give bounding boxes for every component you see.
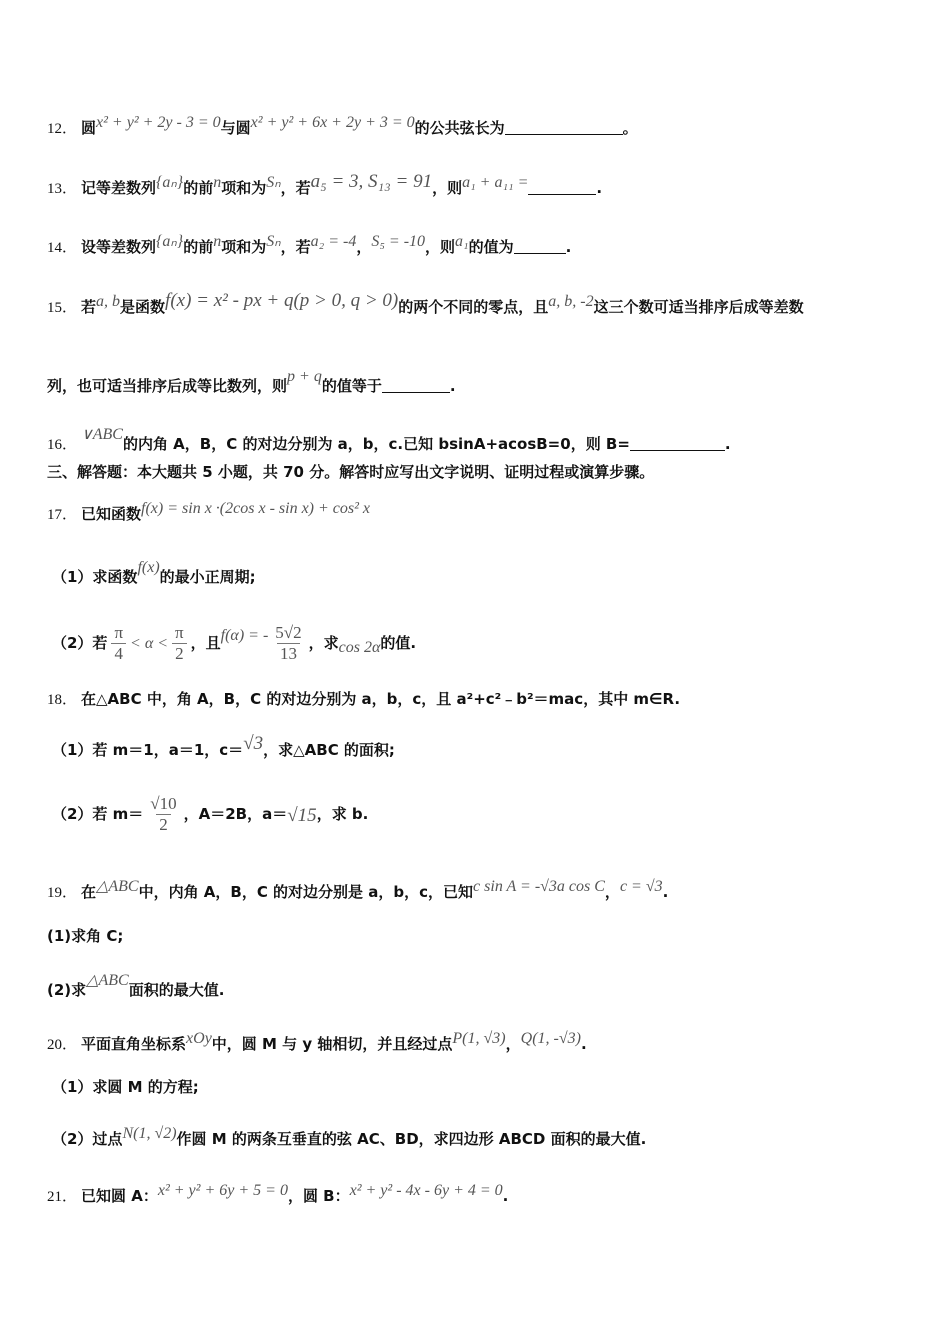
question-19: 19． 在△ABC中，内角 A，B，C 的对边分别是 a，b，c，已知c sin A = -√3a cos C，c = √3. [47,878,669,901]
math-expression: x² + y² + 6y + 5 = 0 [157,1182,288,1199]
question-19-part-1: (1)求角 C; [47,927,124,945]
math-expression: x² + y² - 4x - 6y + 4 = 0 [349,1182,503,1199]
math-expression: f(x) = x² - px + q(p > 0, q > 0) [165,290,399,311]
question-number: 12． [47,121,78,137]
fraction: $\frac{√10}{2}$ [150,794,177,834]
math-expression: {aₙ} [156,233,184,250]
math-expression: cos 2α [338,639,381,656]
math-expression: f(α) = - [220,627,269,644]
question-13: 13． 记等差数列{aₙ}的前n项和为Sₙ，若a₅ = 3, S₁₃ = 91，则a₁ + a₁₁ = . [47,171,603,197]
math-expression: xOy [186,1030,212,1047]
math-expression: a₂ = -4 [310,233,357,250]
question-15: 15． 若a, b是函数f(x) = x² - px + q(p > 0, q > 0)的两个不同的零点，且a, b, -2这三个数可适当排序后成等差数 [47,290,804,316]
question-number: 16． [47,437,78,453]
math-expression: √15 [287,805,317,826]
math-expression: {aₙ} [156,174,184,191]
fraction: $\frac{\pi}{2}$ [172,623,187,664]
math-expression: △ABC [86,972,129,989]
math-expression: Q(1, -√3) [520,1030,581,1047]
math-expression: p + q [287,368,322,385]
question-20-part-1: （1）求圆 M 的方程; [52,1078,199,1096]
question-number: 20． [47,1037,78,1053]
question-number: 14． [47,240,78,256]
math-expression: x² + y² + 6x + 2y + 3 = 0 [250,114,415,131]
question-number: 17． [47,507,78,523]
math-expression: a₅ = 3, S₁₃ = 91 [310,171,433,192]
answer-blank [505,120,623,135]
answer-blank [514,239,566,254]
math-expression: a₁ [455,233,469,250]
math-expression: f(x) [137,559,160,576]
question-14: 14． 设等差数列{aₙ}的前n项和为Sₙ，若a₂ = -4，S₅ = -10，则a₁的值为 . [47,233,572,256]
math-expression: Sₙ [266,174,281,191]
question-12: 12． 圆x² + y² + 2y - 3 = 0与圆x² + y² + 6x + 2y + 3 = 0的公共弦长为 。 [47,114,638,137]
question-number: 21． [47,1189,78,1205]
question-21: 21． 已知圆 A：x² + y² + 6y + 5 = 0，圆 B：x² + y² - 4x - 6y + 4 = 0. [47,1182,509,1205]
answer-blank [630,436,725,451]
question-number: 18． [47,692,78,708]
answer-blank [382,378,450,393]
fraction: $\frac{5√2}{13}$ [275,623,302,663]
question-15-continued: 列，也可适当排序后成等比数列，则p + q的值等于 . [47,368,456,395]
math-expression: a, b, -2 [548,293,594,310]
math-expression: ∨ABC [81,426,123,443]
question-17-part-1: （1）求函数f(x)的最小正周期; [52,559,256,586]
question-18-part-2: （2）若 m＝ $\frac{√10}{2}$ ，A＝2B，a＝√15，求 b. [52,790,900,840]
math-expression: N(1, √2) [122,1125,177,1142]
answer-blank [528,180,596,195]
question-16: 16．∨ABC的内角 A，B，C 的对边分别为 a，b，c.已知 bsinA+acosB=0，则 B= . [47,426,731,453]
math-expression: a, b [96,293,121,310]
question-18: 18． 在△ABC 中，角 A，B，C 的对边分别为 a，b，c，且 a²+c²﹣b²＝mac，其中 m∈R. [47,690,681,708]
math-expression: S₅ = -10 [371,233,426,250]
math-expression: c = √3 [619,878,663,895]
math-expression: P(1, √3) [452,1030,506,1047]
math-expression: △ABC [96,878,139,895]
question-18-part-1: （1）若 m＝1，a＝1，c＝√3，求△ABC 的面积; [52,733,395,759]
fraction: $\frac{\pi}{4}$ [111,623,126,664]
math-expression: c sin A = -√3a cos C [473,878,605,895]
question-number: 19． [47,885,78,901]
math-expression: Sₙ [266,233,281,250]
question-17-part-2: （2）若 $\frac{\pi}{4}$ < α < $\frac{\pi}{2}$ ，且f(α) = - $\frac{5√2}{13}$ ，求cos 2α的值. [52,612,900,672]
question-number: 15． [47,300,78,316]
math-expression: √3 [243,733,264,754]
math-expression: n [213,233,222,250]
question-number: 13． [47,181,78,197]
math-expression: f(x) = sin x ·(2cos x - sin x) + cos² x [141,500,371,517]
question-19-part-2: (2)求△ABC面积的最大值. [47,972,225,999]
math-expression: a₁ + a₁₁ = [462,174,529,191]
section-heading: 三、解答题：本大题共 5 小题，共 70 分。解答时应写出文字说明、证明过程或演算步骤。 [47,463,655,481]
math-expression: n [213,174,222,191]
question-20: 20． 平面直角坐标系xOy中，圆 M 与 y 轴相切，并且经过点P(1, √3)，Q(1, -√3). [47,1030,587,1053]
question-17: 17． 已知函数f(x) = sin x ·(2cos x - sin x) + cos² x [47,500,371,523]
question-20-part-2: （2）过点N(1, √2)作圆 M 的两条互垂直的弦 AC、BD，求四边形 ABCD 面积的最大值. [52,1125,647,1148]
math-expression: x² + y² + 2y - 3 = 0 [96,114,221,131]
